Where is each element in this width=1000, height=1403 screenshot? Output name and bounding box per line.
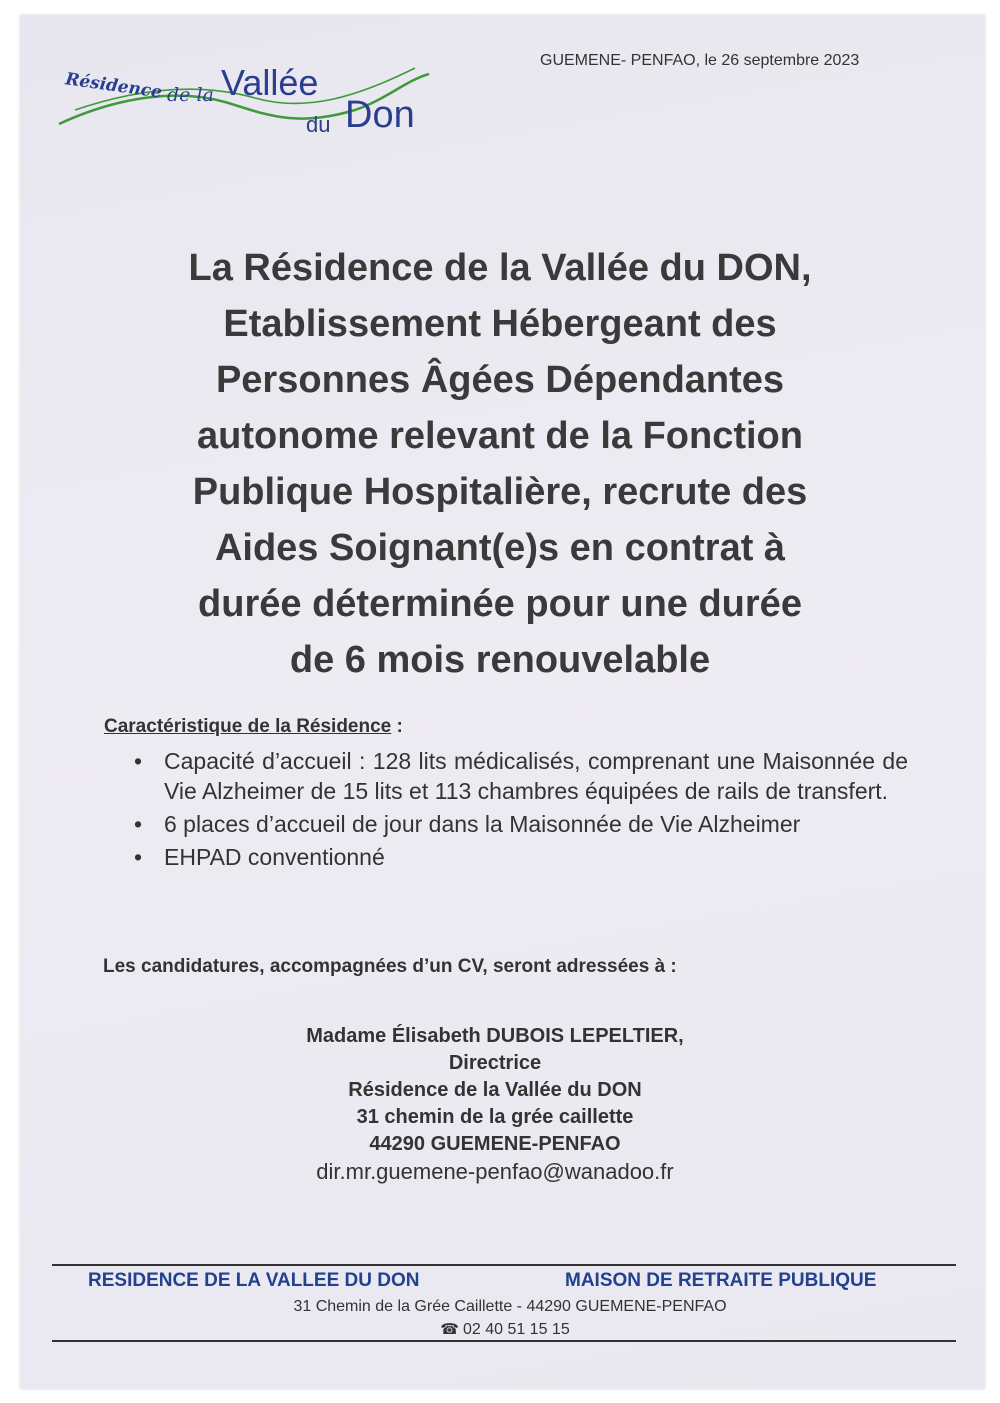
recipient-address (250, 1023, 740, 1185)
footer-phone-number: 02 40 51 15 15 (462, 1321, 570, 1338)
telephone-icon: ☎ (440, 1321, 459, 1338)
footer-phone (380, 1320, 630, 1339)
recipient-title: Directrice (448, 1052, 542, 1074)
footer-top-rule (52, 1264, 956, 1266)
features-heading-colon: : (391, 716, 403, 737)
list-item: • EHPAD conventionné (130, 842, 908, 872)
headline-line: Personnes Âgées Dépendantes (215, 359, 785, 401)
features-heading (104, 716, 403, 738)
logo-word-don: Don (345, 94, 415, 136)
headline-line: Etablissement Hébergeant des (223, 303, 777, 345)
application-intro: Les candidatures, accompagnées d’un CV, seront adressées à : (103, 956, 677, 977)
footer-org-type: MAISON DE RETRAITE PUBLIQUE (565, 1270, 877, 1291)
footer-address: 31 Chemin de la Grée Caillette - 44290 GUEMENE-PENFAO (293, 1298, 727, 1315)
logo-word-residence: Résidence (64, 69, 164, 103)
list-item: • 6 places d’accueil de jour dans la Maisonnée de Vie Alzheimer (130, 809, 908, 839)
logo-word-de-la: de la (167, 84, 214, 106)
headline-line: La Résidence de la Vallée du DON, (188, 247, 812, 289)
list-item: • Capacité d’accueil : 128 lits médicalisés, comprenant une Maisonnée de Vie Alzheimer de 15 lits et 113 chambres équipées de rails de transfert. (130, 746, 908, 806)
recipient-city: 44290 GUEMENE-PENFAO (369, 1133, 621, 1155)
recipient-email: dir.mr.guemene-penfao@wanadoo.fr (316, 1159, 674, 1184)
headline-line: Aides Soignant(e)s en contrat à (214, 527, 786, 569)
headline-line: autonome relevant de la Fonction (197, 415, 803, 457)
headline-line: Publique Hospitalière, recrute des (192, 471, 808, 513)
recipient-name: Madame Élisabeth DUBOIS LEPELTIER, (306, 1025, 684, 1047)
job-headline (60, 240, 940, 688)
logo-word-du: du (306, 112, 331, 137)
logo-word-vallee: Vallée (221, 62, 319, 103)
headline-line: durée déterminée pour une durée (198, 583, 802, 625)
footer-org-name: RESIDENCE DE LA VALLEE DU DON (88, 1270, 420, 1291)
document-date: GUEMENE- PENFAO, le 26 septembre 2023 (540, 52, 860, 69)
headline-line: de 6 mois renouvelable (289, 639, 711, 681)
features-list (130, 746, 908, 875)
recipient-org: Résidence de la Vallée du DON (348, 1079, 642, 1101)
residence-logo (55, 58, 435, 148)
recipient-street: 31 chemin de la grée caillette (356, 1106, 634, 1128)
footer-bottom-rule (52, 1340, 956, 1342)
features-heading-text: Caractéristique de la Résidence (104, 716, 392, 737)
